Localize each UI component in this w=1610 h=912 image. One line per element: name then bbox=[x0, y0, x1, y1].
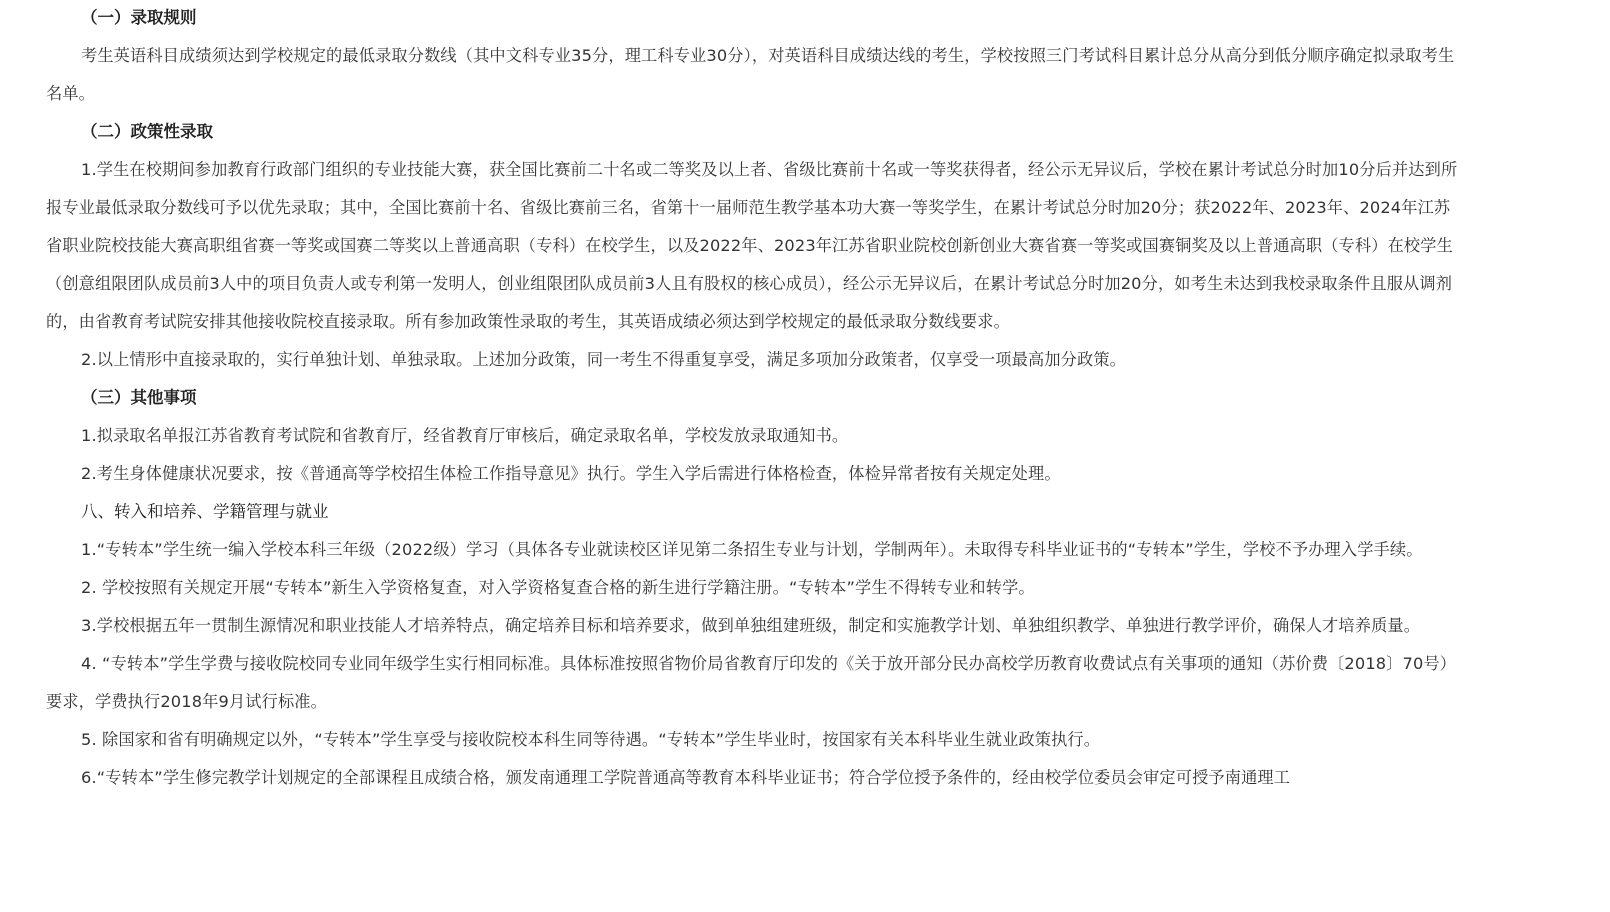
paragraph-transfer-2: 2. 学校按照有关规定开展“专转本”新生入学资格复查，对入学资格复查合格的新生进行学籍注册。“专转本”学生不得转专业和转学。 bbox=[81, 578, 1035, 597]
section-heading-transfer-training: 八、转入和培养、学籍管理与就业 bbox=[81, 502, 329, 521]
paragraph-transfer-4: 4. “专转本”学生学费与接收院校同专业同年级学生实行相同标准。具体标准按照省物价局省教育厅印发的《关于放开部分民办高校学历教育收费试点有关事项的通知（苏价费〔2018〕70号）要求，学费执行2018年9月试行标准。 bbox=[46, 654, 1457, 711]
paragraph-policy-admission-2: 2.以上情形中直接录取的，实行单独计划、单独录取。上述加分政策，同一考生不得重复享受，满足多项加分政策者，仅享受一项最高加分政策。 bbox=[81, 350, 1127, 369]
section-heading-admission-rules: （一）录取规则 bbox=[81, 8, 197, 27]
paragraph-other-matters-2: 2.考生身体健康状况要求，按《普通高等学校招生体检工作指导意见》执行。学生入学后需进行体格检查，体检异常者按有关规定处理。 bbox=[81, 464, 1061, 483]
paragraph-transfer-1: 1.“专转本”学生统一编入学校本科三年级（2022级）学习（具体各专业就读校区详见第二条招生专业与计划，学制两年）。未取得专科毕业证书的“专转本”学生，学校不予办理入学手续。 bbox=[81, 540, 1423, 559]
paragraph-transfer-5: 5. 除国家和省有明确规定以外，“专转本”学生享受与接收院校本科生同等待遇。“专转本”学生毕业时，按国家有关本科毕业生就业政策执行。 bbox=[81, 730, 1101, 749]
paragraph-transfer-6: 6.“专转本”学生修完教学计划规定的全部课程且成绩合格，颁发南通理工学院普通高等教育本科毕业证书；符合学位授予条件的，经由校学位委员会审定可授予南通理工 bbox=[81, 768, 1291, 787]
document-body bbox=[46, 0, 1466, 797]
paragraph-admission-rules: 考生英语科目成绩须达到学校规定的最低录取分数线（其中文科专业35分，理工科专业30分），对英语科目成绩达线的考生，学校按照三门考试科目累计总分从高分到低分顺序确定拟录取考生名单。 bbox=[46, 46, 1455, 103]
section-heading-policy-admission: （二）政策性录取 bbox=[81, 122, 213, 141]
paragraph-transfer-3: 3.学校根据五年一贯制生源情况和职业技能人才培养特点，确定培养目标和培养要求，做到单独组建班级，制定和实施教学计划、单独组织教学、单独进行教学评价，确保人才培养质量。 bbox=[81, 616, 1421, 635]
paragraph-policy-admission-1: 1.学生在校期间参加教育行政部门组织的专业技能大赛，获全国比赛前二十名或二等奖及以上者、省级比赛前十名或一等奖获得者，经公示无异议后，学校在累计考试总分时加10分后并达到所报专业最低录取分数线可予以优先录取；其中，全国比赛前十名、省级比赛前三名，省第十一届师范生教学基本功大赛一等奖学生，在累计考试总分时加20分；获2022年、2023年、2024年江苏省职业院校技能大赛高职组省赛一等奖或国赛二等奖以上普通高职（专科）在校学生，以及2022年、2023年江苏省职业院校创新创业大赛省赛一等奖或国赛铜奖及以上普通高职（专科）在校学生（创意组限团队成员前3人中的项目负责人或专利第一发明人，创业组限团队成员前3人且有股权的核心成员），经公示无异议后，在累计考试总分时加20分，如考生未达到我校录取条件且服从调剂的，由省教育考试院安排其他接收院校直接录取。所有参加政策性录取的考生，其英语成绩必须达到学校规定的最低录取分数线要求。 bbox=[46, 160, 1458, 331]
paragraph-other-matters-1: 1.拟录取名单报江苏省教育考试院和省教育厅，经省教育厅审核后，确定录取名单，学校发放录取通知书。 bbox=[81, 426, 849, 445]
section-heading-other-matters: （三）其他事项 bbox=[81, 388, 197, 407]
